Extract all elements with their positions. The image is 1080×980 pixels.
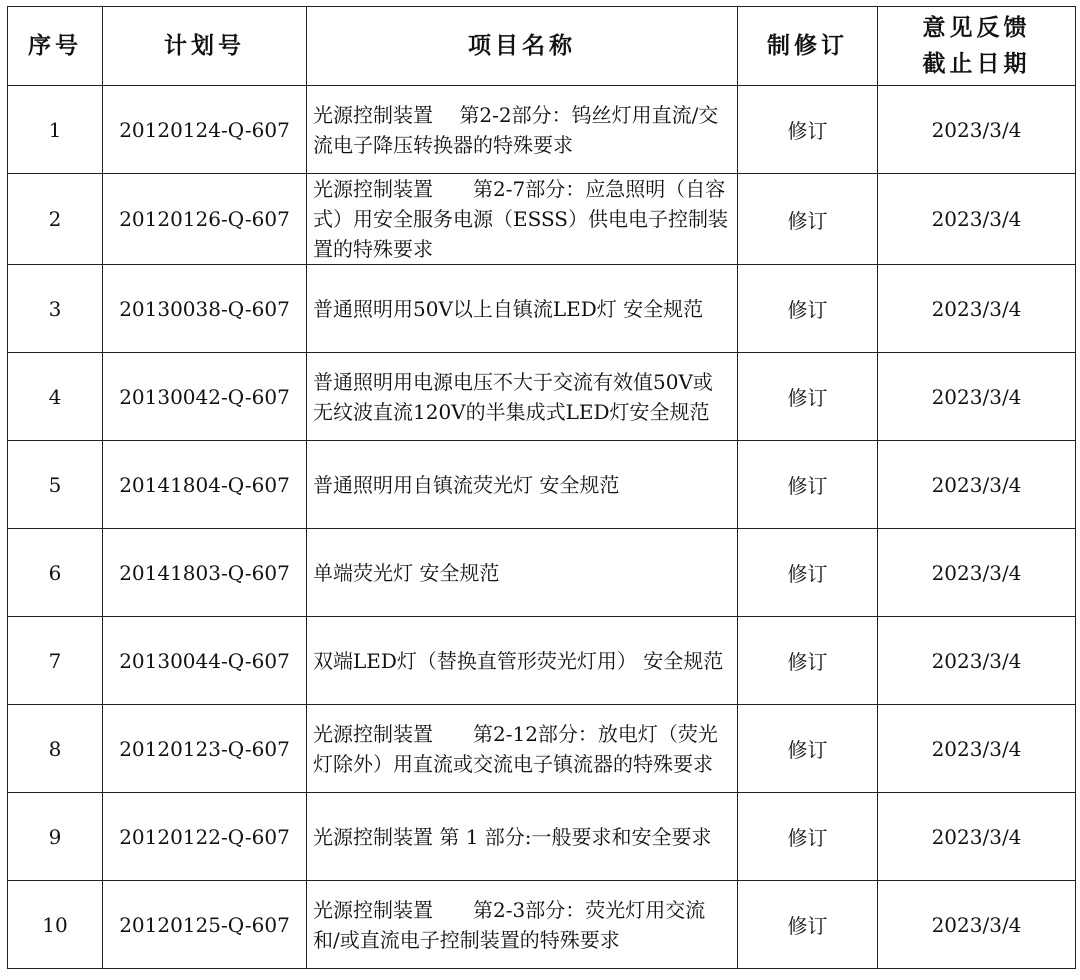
cell-serial-number: 10 <box>8 881 103 969</box>
header-serial-number: 序号 <box>8 7 103 86</box>
cell-feedback-deadline: 2023/3/4 <box>878 441 1076 529</box>
cell-feedback-deadline: 2023/3/4 <box>878 705 1076 793</box>
cell-project-name: 光源控制装置 第2-3部分：荧光灯用交流和/或直流电子控制装置的特殊要求 <box>307 881 738 969</box>
header-feedback-deadline-line1: 意见反馈 <box>922 15 1031 41</box>
cell-revision-type: 修订 <box>738 793 878 881</box>
cell-plan-number: 20120126-Q-607 <box>103 174 307 265</box>
cell-serial-number: 9 <box>8 793 103 881</box>
cell-revision-type: 修订 <box>738 265 878 353</box>
table-row <box>8 705 1076 793</box>
cell-feedback-deadline: 2023/3/4 <box>878 265 1076 353</box>
table-row <box>8 86 1076 174</box>
cell-project-name: 光源控制装置 第 1 部分:一般要求和安全要求 <box>307 793 738 881</box>
header-plan-number: 计划号 <box>103 7 307 86</box>
table-body <box>8 86 1076 969</box>
cell-plan-number: 20120124-Q-607 <box>103 86 307 174</box>
cell-plan-number: 20130044-Q-607 <box>103 617 307 705</box>
cell-plan-number: 20130042-Q-607 <box>103 353 307 441</box>
cell-serial-number: 7 <box>8 617 103 705</box>
cell-serial-number: 3 <box>8 265 103 353</box>
header-revision-type: 制修订 <box>738 7 878 86</box>
cell-project-name: 光源控制装置 第2-12部分：放电灯（荧光灯除外）用直流或交流电子镇流器的特殊要求 <box>307 705 738 793</box>
cell-project-name: 普通照明用自镇流荧光灯 安全规范 <box>307 441 738 529</box>
cell-feedback-deadline: 2023/3/4 <box>878 174 1076 265</box>
table-row <box>8 353 1076 441</box>
cell-serial-number: 8 <box>8 705 103 793</box>
table-row <box>8 174 1076 265</box>
cell-serial-number: 5 <box>8 441 103 529</box>
header-project-name: 项目名称 <box>307 7 738 86</box>
cell-project-name: 普通照明用电源电压不大于交流有效值50V或无纹波直流120V的半集成式LED灯安全规范 <box>307 353 738 441</box>
cell-feedback-deadline: 2023/3/4 <box>878 881 1076 969</box>
table-row <box>8 617 1076 705</box>
cell-plan-number: 20130038-Q-607 <box>103 265 307 353</box>
table-row <box>8 881 1076 969</box>
cell-revision-type: 修订 <box>738 529 878 617</box>
cell-feedback-deadline: 2023/3/4 <box>878 529 1076 617</box>
standards-table <box>7 6 1076 969</box>
cell-project-name: 光源控制装置 第2-7部分：应急照明（自容式）用安全服务电源（ESSS）供电电子控制装置的特殊要求 <box>307 174 738 265</box>
cell-serial-number: 6 <box>8 529 103 617</box>
cell-project-name: 双端LED灯（替换直管形荧光灯用） 安全规范 <box>307 617 738 705</box>
cell-plan-number: 20120125-Q-607 <box>103 881 307 969</box>
cell-serial-number: 1 <box>8 86 103 174</box>
cell-feedback-deadline: 2023/3/4 <box>878 353 1076 441</box>
cell-revision-type: 修订 <box>738 86 878 174</box>
cell-project-name: 单端荧光灯 安全规范 <box>307 529 738 617</box>
table-row <box>8 441 1076 529</box>
cell-revision-type: 修订 <box>738 881 878 969</box>
header-feedback-deadline <box>878 7 1076 86</box>
cell-feedback-deadline: 2023/3/4 <box>878 86 1076 174</box>
cell-feedback-deadline: 2023/3/4 <box>878 793 1076 881</box>
cell-revision-type: 修订 <box>738 705 878 793</box>
cell-serial-number: 2 <box>8 174 103 265</box>
cell-plan-number: 20141803-Q-607 <box>103 529 307 617</box>
table-row <box>8 265 1076 353</box>
cell-revision-type: 修订 <box>738 174 878 265</box>
cell-revision-type: 修订 <box>738 353 878 441</box>
cell-revision-type: 修订 <box>738 617 878 705</box>
cell-serial-number: 4 <box>8 353 103 441</box>
cell-feedback-deadline: 2023/3/4 <box>878 617 1076 705</box>
cell-project-name: 普通照明用50V以上自镇流LED灯 安全规范 <box>307 265 738 353</box>
cell-project-name: 光源控制装置 第2-2部分：钨丝灯用直流/交流电子降压转换器的特殊要求 <box>307 86 738 174</box>
table-row <box>8 529 1076 617</box>
cell-revision-type: 修订 <box>738 441 878 529</box>
header-feedback-deadline-line2: 截止日期 <box>922 51 1031 77</box>
cell-plan-number: 20120122-Q-607 <box>103 793 307 881</box>
cell-plan-number: 20120123-Q-607 <box>103 705 307 793</box>
table-row <box>8 793 1076 881</box>
cell-plan-number: 20141804-Q-607 <box>103 441 307 529</box>
table-header-row <box>8 7 1076 86</box>
